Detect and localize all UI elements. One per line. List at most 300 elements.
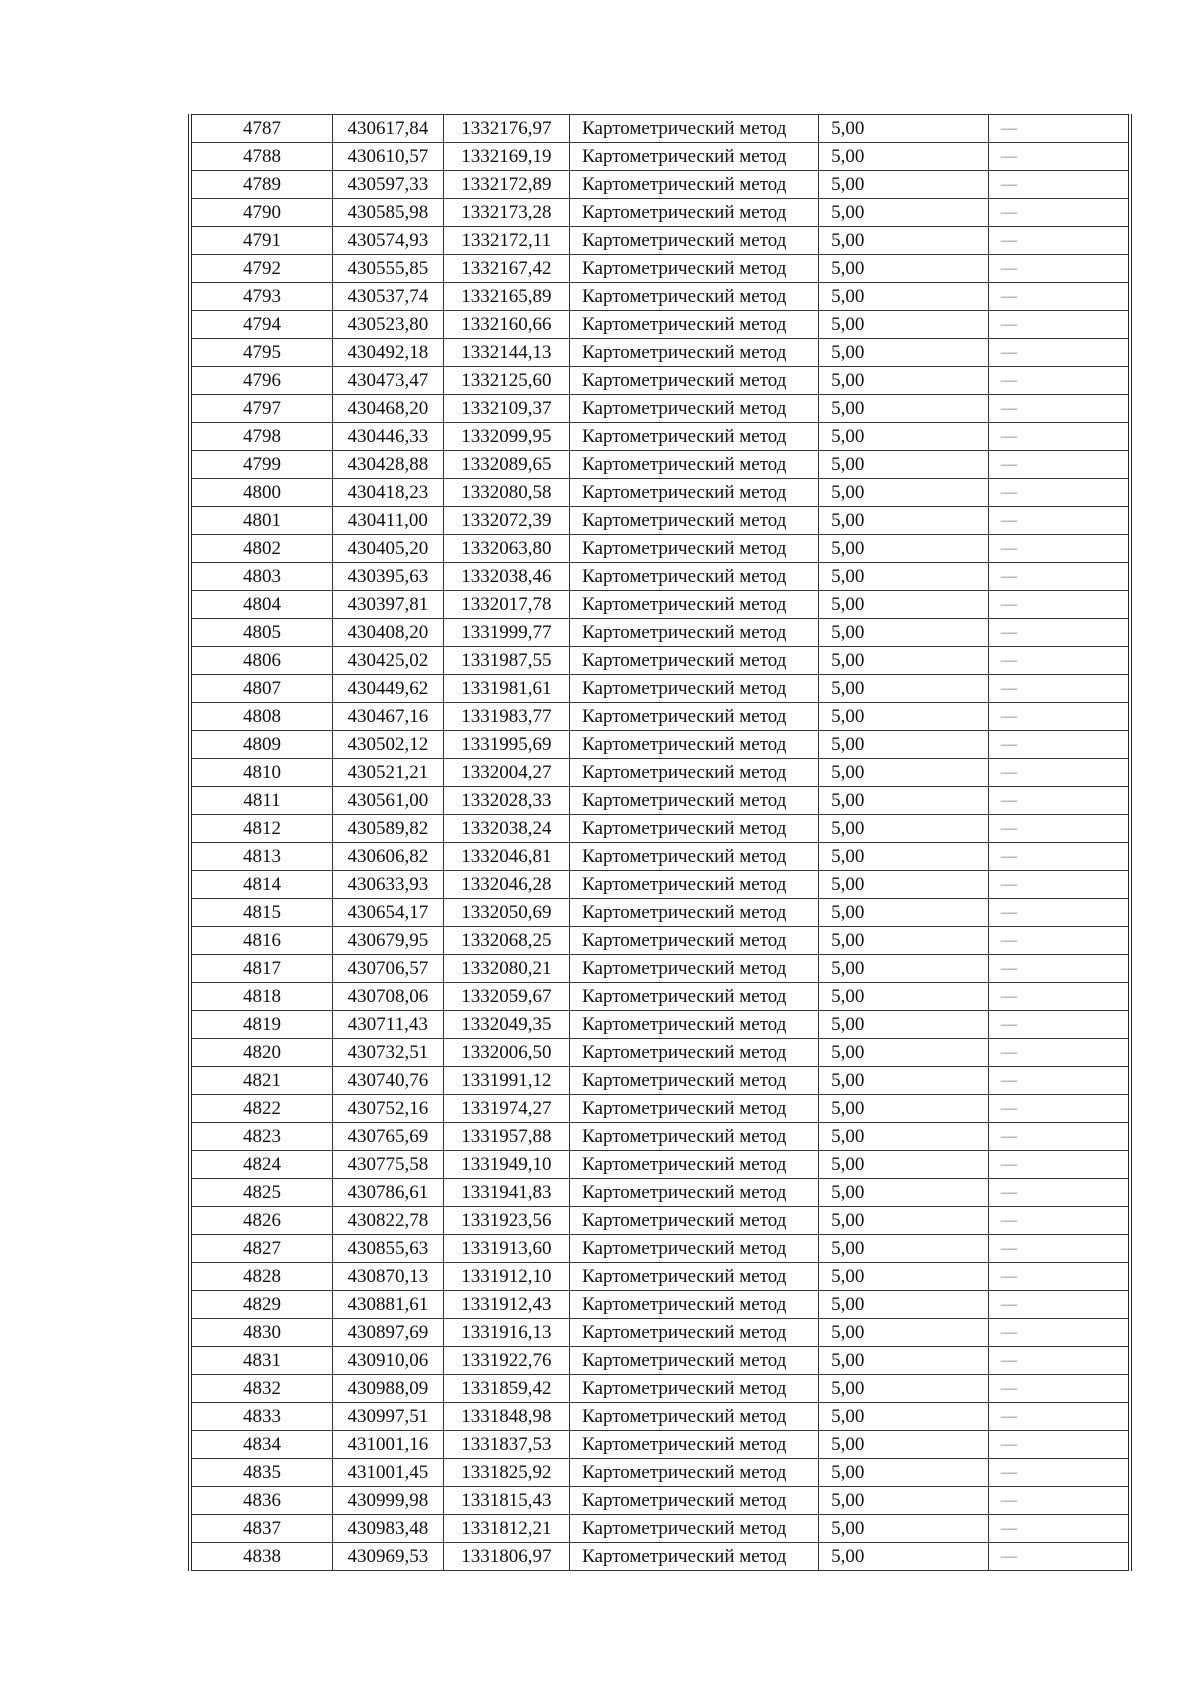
y-coordinate-cell: 1332017,78 [443, 591, 570, 619]
table-row [190, 1515, 1130, 1543]
point-number-cell: 4797 [190, 395, 333, 423]
method-cell: Картометрический метод [570, 171, 819, 199]
accuracy-cell: 5,00 [819, 1263, 989, 1291]
point-number-cell: 4787 [190, 115, 333, 143]
description-cell [988, 283, 1130, 311]
method-cell: Картометрический метод [570, 115, 819, 143]
table-row [190, 815, 1130, 843]
accuracy-cell: 5,00 [819, 1543, 989, 1571]
table-row [190, 563, 1130, 591]
y-coordinate-cell: 1332046,28 [443, 871, 570, 899]
table-row [190, 1543, 1130, 1571]
accuracy-cell: 5,00 [819, 1095, 989, 1123]
y-coordinate-cell: 1331957,88 [443, 1123, 570, 1151]
table-row [190, 591, 1130, 619]
table-row [190, 1179, 1130, 1207]
method-cell: Картометрический метод [570, 1515, 819, 1543]
x-coordinate-cell: 430633,93 [333, 871, 443, 899]
point-number-cell: 4820 [190, 1039, 333, 1067]
point-number-cell: 4822 [190, 1095, 333, 1123]
table-row [190, 395, 1130, 423]
table-row [190, 171, 1130, 199]
description-dash: — [1000, 904, 1017, 921]
description-cell [988, 535, 1130, 563]
x-coordinate-cell: 431001,45 [333, 1459, 443, 1487]
table-row [190, 423, 1130, 451]
x-coordinate-cell: 430446,33 [333, 423, 443, 451]
point-number-cell: 4832 [190, 1375, 333, 1403]
x-coordinate-cell: 430521,21 [333, 759, 443, 787]
accuracy-cell: 5,00 [819, 871, 989, 899]
x-coordinate-cell: 430405,20 [333, 535, 443, 563]
method-cell: Картометрический метод [570, 479, 819, 507]
y-coordinate-cell: 1332172,11 [443, 227, 570, 255]
point-number-cell: 4810 [190, 759, 333, 787]
description-dash: — [1000, 540, 1017, 557]
description-dash: — [1000, 1296, 1017, 1313]
description-cell [988, 171, 1130, 199]
description-cell [988, 1151, 1130, 1179]
accuracy-cell: 5,00 [819, 703, 989, 731]
description-cell [988, 1543, 1130, 1571]
point-number-cell: 4818 [190, 983, 333, 1011]
x-coordinate-cell: 430523,80 [333, 311, 443, 339]
y-coordinate-cell: 1331859,42 [443, 1375, 570, 1403]
description-cell [988, 199, 1130, 227]
accuracy-cell: 5,00 [819, 1039, 989, 1067]
description-cell [988, 1403, 1130, 1431]
x-coordinate-cell: 430969,53 [333, 1543, 443, 1571]
method-cell: Картометрический метод [570, 927, 819, 955]
description-dash: — [1000, 204, 1017, 221]
accuracy-cell: 5,00 [819, 759, 989, 787]
method-cell: Картометрический метод [570, 703, 819, 731]
x-coordinate-cell: 430467,16 [333, 703, 443, 731]
point-number-cell: 4826 [190, 1207, 333, 1235]
method-cell: Картометрический метод [570, 1375, 819, 1403]
y-coordinate-cell: 1331812,21 [443, 1515, 570, 1543]
description-dash: — [1000, 624, 1017, 641]
y-coordinate-cell: 1332063,80 [443, 535, 570, 563]
accuracy-cell: 5,00 [819, 591, 989, 619]
description-dash: — [1000, 1212, 1017, 1229]
table-row [190, 731, 1130, 759]
method-cell: Картометрический метод [570, 1403, 819, 1431]
point-number-cell: 4827 [190, 1235, 333, 1263]
table-row [190, 1403, 1130, 1431]
x-coordinate-cell: 430910,06 [333, 1347, 443, 1375]
description-cell [988, 1235, 1130, 1263]
x-coordinate-cell: 430988,09 [333, 1375, 443, 1403]
accuracy-cell: 5,00 [819, 675, 989, 703]
table-row [190, 1263, 1130, 1291]
point-number-cell: 4802 [190, 535, 333, 563]
description-cell [988, 143, 1130, 171]
description-dash: — [1000, 232, 1017, 249]
table-row [190, 759, 1130, 787]
point-number-cell: 4807 [190, 675, 333, 703]
table-row [190, 871, 1130, 899]
description-cell [988, 983, 1130, 1011]
method-cell: Картометрический метод [570, 871, 819, 899]
description-dash: — [1000, 1268, 1017, 1285]
method-cell: Картометрический метод [570, 1207, 819, 1235]
point-number-cell: 4811 [190, 787, 333, 815]
accuracy-cell: 5,00 [819, 955, 989, 983]
y-coordinate-cell: 1331974,27 [443, 1095, 570, 1123]
y-coordinate-cell: 1332169,19 [443, 143, 570, 171]
description-cell [988, 1515, 1130, 1543]
accuracy-cell: 5,00 [819, 199, 989, 227]
y-coordinate-cell: 1331991,12 [443, 1067, 570, 1095]
method-cell: Картометрический метод [570, 983, 819, 1011]
description-cell [988, 927, 1130, 955]
table-row [190, 843, 1130, 871]
y-coordinate-cell: 1331912,10 [443, 1263, 570, 1291]
table-row [190, 647, 1130, 675]
point-number-cell: 4806 [190, 647, 333, 675]
accuracy-cell: 5,00 [819, 843, 989, 871]
description-cell [988, 311, 1130, 339]
method-cell: Картометрический метод [570, 955, 819, 983]
y-coordinate-cell: 1332038,24 [443, 815, 570, 843]
description-cell [988, 1459, 1130, 1487]
table-row [190, 1095, 1130, 1123]
description-dash: — [1000, 176, 1017, 193]
description-cell [988, 227, 1130, 255]
description-cell [988, 1487, 1130, 1515]
description-dash: — [1000, 148, 1017, 165]
accuracy-cell: 5,00 [819, 423, 989, 451]
accuracy-cell: 5,00 [819, 227, 989, 255]
method-cell: Картометрический метод [570, 1347, 819, 1375]
accuracy-cell: 5,00 [819, 535, 989, 563]
description-dash: — [1000, 1044, 1017, 1061]
description-cell [988, 591, 1130, 619]
method-cell: Картометрический метод [570, 367, 819, 395]
description-dash: — [1000, 260, 1017, 277]
x-coordinate-cell: 430765,69 [333, 1123, 443, 1151]
point-number-cell: 4809 [190, 731, 333, 759]
point-number-cell: 4830 [190, 1319, 333, 1347]
method-cell: Картометрический метод [570, 1291, 819, 1319]
description-cell [988, 1067, 1130, 1095]
accuracy-cell: 5,00 [819, 1459, 989, 1487]
point-number-cell: 4795 [190, 339, 333, 367]
x-coordinate-cell: 430597,33 [333, 171, 443, 199]
description-dash: — [1000, 848, 1017, 865]
x-coordinate-cell: 430897,69 [333, 1319, 443, 1347]
table-row [190, 507, 1130, 535]
description-dash: — [1000, 1548, 1017, 1565]
table-row [190, 1431, 1130, 1459]
x-coordinate-cell: 430418,23 [333, 479, 443, 507]
accuracy-cell: 5,00 [819, 1235, 989, 1263]
accuracy-cell: 5,00 [819, 451, 989, 479]
accuracy-cell: 5,00 [819, 1207, 989, 1235]
y-coordinate-cell: 1332172,89 [443, 171, 570, 199]
x-coordinate-cell: 430855,63 [333, 1235, 443, 1263]
description-dash: — [1000, 1520, 1017, 1537]
y-coordinate-cell: 1332004,27 [443, 759, 570, 787]
y-coordinate-cell: 1331916,13 [443, 1319, 570, 1347]
x-coordinate-cell: 430983,48 [333, 1515, 443, 1543]
description-cell [988, 647, 1130, 675]
point-number-cell: 4815 [190, 899, 333, 927]
table-row [190, 535, 1130, 563]
description-dash: — [1000, 512, 1017, 529]
method-cell: Картометрический метод [570, 143, 819, 171]
x-coordinate-cell: 430468,20 [333, 395, 443, 423]
table-row [190, 955, 1130, 983]
description-cell [988, 1375, 1130, 1403]
method-cell: Картометрический метод [570, 899, 819, 927]
description-dash: — [1000, 1464, 1017, 1481]
description-dash: — [1000, 1436, 1017, 1453]
accuracy-cell: 5,00 [819, 1067, 989, 1095]
accuracy-cell: 5,00 [819, 1123, 989, 1151]
description-dash: — [1000, 820, 1017, 837]
method-cell: Картометрический метод [570, 1459, 819, 1487]
description-cell [988, 1291, 1130, 1319]
x-coordinate-cell: 430589,82 [333, 815, 443, 843]
accuracy-cell: 5,00 [819, 143, 989, 171]
description-cell [988, 787, 1130, 815]
x-coordinate-cell: 430585,98 [333, 199, 443, 227]
description-cell [988, 1011, 1130, 1039]
description-dash: — [1000, 1240, 1017, 1257]
table-row [190, 703, 1130, 731]
y-coordinate-cell: 1332089,65 [443, 451, 570, 479]
y-coordinate-cell: 1332006,50 [443, 1039, 570, 1067]
method-cell: Картометрический метод [570, 1543, 819, 1571]
x-coordinate-cell: 430408,20 [333, 619, 443, 647]
description-dash: — [1000, 652, 1017, 669]
method-cell: Картометрический метод [570, 395, 819, 423]
y-coordinate-cell: 1331987,55 [443, 647, 570, 675]
coordinates-table [188, 114, 1132, 1571]
point-number-cell: 4800 [190, 479, 333, 507]
x-coordinate-cell: 430397,81 [333, 591, 443, 619]
table-row [190, 1207, 1130, 1235]
method-cell: Картометрический метод [570, 1067, 819, 1095]
description-dash: — [1000, 736, 1017, 753]
description-cell [988, 703, 1130, 731]
table-row [190, 1011, 1130, 1039]
x-coordinate-cell: 430395,63 [333, 563, 443, 591]
method-cell: Картометрический метод [570, 675, 819, 703]
y-coordinate-cell: 1332046,81 [443, 843, 570, 871]
point-number-cell: 4788 [190, 143, 333, 171]
description-cell [988, 451, 1130, 479]
table-row [190, 143, 1130, 171]
y-coordinate-cell: 1331837,53 [443, 1431, 570, 1459]
point-number-cell: 4799 [190, 451, 333, 479]
table-row [190, 115, 1130, 143]
x-coordinate-cell: 430555,85 [333, 255, 443, 283]
table-row [190, 1319, 1130, 1347]
description-cell [988, 367, 1130, 395]
description-dash: — [1000, 764, 1017, 781]
y-coordinate-cell: 1332050,69 [443, 899, 570, 927]
method-cell: Картометрический метод [570, 1263, 819, 1291]
method-cell: Картометрический метод [570, 1123, 819, 1151]
y-coordinate-cell: 1331983,77 [443, 703, 570, 731]
description-dash: — [1000, 932, 1017, 949]
accuracy-cell: 5,00 [819, 927, 989, 955]
x-coordinate-cell: 430425,02 [333, 647, 443, 675]
x-coordinate-cell: 430752,16 [333, 1095, 443, 1123]
y-coordinate-cell: 1332125,60 [443, 367, 570, 395]
method-cell: Картометрический метод [570, 647, 819, 675]
description-dash: — [1000, 1016, 1017, 1033]
method-cell: Картометрический метод [570, 507, 819, 535]
x-coordinate-cell: 430786,61 [333, 1179, 443, 1207]
point-number-cell: 4805 [190, 619, 333, 647]
table-row [190, 1487, 1130, 1515]
point-number-cell: 4824 [190, 1151, 333, 1179]
accuracy-cell: 5,00 [819, 255, 989, 283]
description-dash: — [1000, 708, 1017, 725]
description-dash: — [1000, 876, 1017, 893]
x-coordinate-cell: 430654,17 [333, 899, 443, 927]
method-cell: Картометрический метод [570, 1095, 819, 1123]
point-number-cell: 4793 [190, 283, 333, 311]
accuracy-cell: 5,00 [819, 171, 989, 199]
method-cell: Картометрический метод [570, 1179, 819, 1207]
x-coordinate-cell: 430881,61 [333, 1291, 443, 1319]
description-dash: — [1000, 1184, 1017, 1201]
x-coordinate-cell: 431001,16 [333, 1431, 443, 1459]
description-cell [988, 1095, 1130, 1123]
description-cell [988, 871, 1130, 899]
x-coordinate-cell: 430708,06 [333, 983, 443, 1011]
y-coordinate-cell: 1331912,43 [443, 1291, 570, 1319]
description-cell [988, 1347, 1130, 1375]
method-cell: Картометрический метод [570, 1431, 819, 1459]
y-coordinate-cell: 1332059,67 [443, 983, 570, 1011]
y-coordinate-cell: 1332173,28 [443, 199, 570, 227]
description-dash: — [1000, 568, 1017, 585]
y-coordinate-cell: 1331941,83 [443, 1179, 570, 1207]
description-cell [988, 731, 1130, 759]
method-cell: Картометрический метод [570, 255, 819, 283]
point-number-cell: 4837 [190, 1515, 333, 1543]
point-number-cell: 4828 [190, 1263, 333, 1291]
table-row [190, 479, 1130, 507]
table-row [190, 227, 1130, 255]
x-coordinate-cell: 430561,00 [333, 787, 443, 815]
description-dash: — [1000, 1324, 1017, 1341]
method-cell: Картометрический метод [570, 283, 819, 311]
method-cell: Картометрический метод [570, 1235, 819, 1263]
description-cell [988, 507, 1130, 535]
description-dash: — [1000, 400, 1017, 417]
table-row [190, 1151, 1130, 1179]
x-coordinate-cell: 430606,82 [333, 843, 443, 871]
accuracy-cell: 5,00 [819, 1151, 989, 1179]
description-cell [988, 563, 1130, 591]
x-coordinate-cell: 430999,98 [333, 1487, 443, 1515]
y-coordinate-cell: 1331825,92 [443, 1459, 570, 1487]
x-coordinate-cell: 430997,51 [333, 1403, 443, 1431]
method-cell: Картометрический метод [570, 591, 819, 619]
description-cell [988, 759, 1130, 787]
x-coordinate-cell: 430775,58 [333, 1151, 443, 1179]
point-number-cell: 4803 [190, 563, 333, 591]
method-cell: Картометрический метод [570, 1487, 819, 1515]
point-number-cell: 4790 [190, 199, 333, 227]
point-number-cell: 4794 [190, 311, 333, 339]
description-dash: — [1000, 1128, 1017, 1145]
table-row [190, 367, 1130, 395]
x-coordinate-cell: 430473,47 [333, 367, 443, 395]
table-row [190, 787, 1130, 815]
accuracy-cell: 5,00 [819, 983, 989, 1011]
description-cell [988, 675, 1130, 703]
y-coordinate-cell: 1331815,43 [443, 1487, 570, 1515]
table-row [190, 451, 1130, 479]
method-cell: Картометрический метод [570, 1151, 819, 1179]
table-row [190, 1235, 1130, 1263]
description-dash: — [1000, 120, 1017, 137]
description-dash: — [1000, 1408, 1017, 1425]
description-cell [988, 1123, 1130, 1151]
accuracy-cell: 5,00 [819, 899, 989, 927]
point-number-cell: 4817 [190, 955, 333, 983]
description-dash: — [1000, 1380, 1017, 1397]
point-number-cell: 4836 [190, 1487, 333, 1515]
accuracy-cell: 5,00 [819, 563, 989, 591]
y-coordinate-cell: 1332028,33 [443, 787, 570, 815]
method-cell: Картометрический метод [570, 759, 819, 787]
description-cell [988, 899, 1130, 927]
method-cell: Картометрический метод [570, 731, 819, 759]
description-cell [988, 955, 1130, 983]
y-coordinate-cell: 1332167,42 [443, 255, 570, 283]
description-dash: — [1000, 1156, 1017, 1173]
method-cell: Картометрический метод [570, 815, 819, 843]
y-coordinate-cell: 1332109,37 [443, 395, 570, 423]
x-coordinate-cell: 430537,74 [333, 283, 443, 311]
point-number-cell: 4834 [190, 1431, 333, 1459]
y-coordinate-cell: 1331913,60 [443, 1235, 570, 1263]
method-cell: Картометрический метод [570, 423, 819, 451]
description-cell [988, 115, 1130, 143]
description-dash: — [1000, 960, 1017, 977]
description-cell [988, 423, 1130, 451]
table-row [190, 1123, 1130, 1151]
y-coordinate-cell: 1332160,66 [443, 311, 570, 339]
method-cell: Картометрический метод [570, 311, 819, 339]
point-number-cell: 4796 [190, 367, 333, 395]
point-number-cell: 4825 [190, 1179, 333, 1207]
accuracy-cell: 5,00 [819, 115, 989, 143]
description-dash: — [1000, 1100, 1017, 1117]
method-cell: Картометрический метод [570, 563, 819, 591]
y-coordinate-cell: 1332176,97 [443, 115, 570, 143]
point-number-cell: 4798 [190, 423, 333, 451]
method-cell: Картометрический метод [570, 339, 819, 367]
accuracy-cell: 5,00 [819, 1011, 989, 1039]
accuracy-cell: 5,00 [819, 1179, 989, 1207]
point-number-cell: 4814 [190, 871, 333, 899]
x-coordinate-cell: 430870,13 [333, 1263, 443, 1291]
x-coordinate-cell: 430732,51 [333, 1039, 443, 1067]
y-coordinate-cell: 1331949,10 [443, 1151, 570, 1179]
accuracy-cell: 5,00 [819, 1515, 989, 1543]
method-cell: Картометрический метод [570, 199, 819, 227]
